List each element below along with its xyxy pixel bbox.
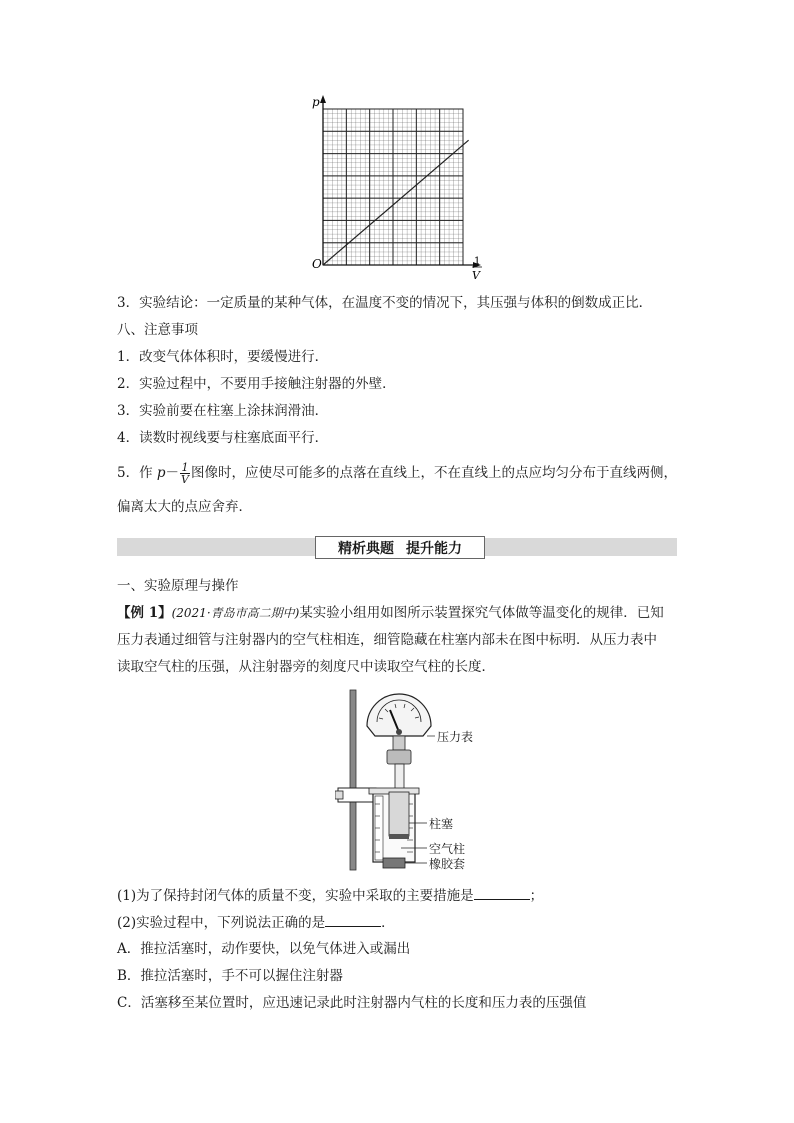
question-2 xyxy=(117,912,682,933)
question-2-text: (2)实验过程中，下列说法正确的是 xyxy=(117,915,326,931)
example-1-line3: 读取空气柱的压强，从注射器旁的刻度尺中读取空气柱的长度． xyxy=(117,659,495,675)
x-axis-label-numerator: 1 xyxy=(474,256,481,267)
example-tag: 【例 1】 xyxy=(117,605,172,621)
option-c: C．活塞移至某位置时，应迅速记录此时注射器内气柱的长度和压力表的压强值 xyxy=(117,995,587,1011)
note-item-5 xyxy=(117,462,682,485)
note-item-4: 4．读数时视线要与柱塞底面平行． xyxy=(117,430,329,446)
banner-title-left: 精析典题 xyxy=(338,540,394,557)
conclusion-text: 3．实验结论：一定质量的某种气体，在温度不变的情况下，其压强与体积的倒数成正比． xyxy=(117,295,653,311)
plunger-tip xyxy=(389,834,409,839)
y-axis-label: p xyxy=(312,95,320,109)
origin-label: O xyxy=(312,257,322,271)
question-1-end: ； xyxy=(529,888,544,904)
fraction-denominator: V xyxy=(181,473,189,486)
rubber-cap xyxy=(383,858,405,868)
note-item-5-p: p xyxy=(156,465,166,481)
option-a: A．推拉活塞时，动作要快，以免气体进入或漏出 xyxy=(117,941,411,957)
gauge-nut xyxy=(387,750,411,764)
label-plunger: 柱塞 xyxy=(429,817,454,831)
label-air-column: 空气柱 xyxy=(429,842,466,856)
stand-rod xyxy=(350,690,356,870)
banner-title-right: 提升能力 xyxy=(406,540,462,557)
question-2-end: ． xyxy=(381,915,395,931)
option-b: B．推拉活塞时，手不可以握住注射器 xyxy=(117,968,343,984)
fraction-numerator: 1 xyxy=(181,461,189,474)
answer-blank-1[interactable] xyxy=(474,885,530,900)
note-item-2: 2．实验过程中，不要用手接触注射器的外壁． xyxy=(117,376,396,392)
plunger xyxy=(389,792,409,836)
note-item-1: 1．改变气体体积时，要缓慢进行． xyxy=(117,349,329,365)
question-1 xyxy=(117,885,682,906)
p-inverse-v-graph xyxy=(305,92,490,287)
question-1-text: (1)为了保持封闭气体的质量不变，实验中采取的主要措施是 xyxy=(117,888,474,904)
note-item-5-rest: 图像时，应使尽可能多的点落在直线上，不在直线上的点应均匀分布于直线两侧， xyxy=(191,465,677,481)
label-pressure-gauge: 压力表 xyxy=(437,730,474,744)
note-item-5-fraction xyxy=(180,462,190,485)
gauge-pivot xyxy=(396,729,402,735)
example-1-line1 xyxy=(117,603,682,623)
part1-heading: 一、实验原理与操作 xyxy=(117,578,239,594)
x-axis-label-denominator: V xyxy=(472,269,480,282)
note-item-5-line2: 偏离太大的点应舍弃． xyxy=(117,499,252,515)
section-banner-title xyxy=(315,536,485,559)
example-1-text: 某实验小组用如图所示装置探究气体做等温变化的规律．已知 xyxy=(299,605,664,621)
note-item-5-dash: － xyxy=(165,465,180,481)
y-axis-arrow-icon xyxy=(320,95,326,103)
note-item-5-prefix: 5．作 xyxy=(117,465,157,481)
label-rubber-cap: 橡胶套 xyxy=(429,857,466,871)
notes-heading: 八、注意事项 xyxy=(117,322,198,338)
example-1-line2: 压力表通过细管与注射器内的空气柱相连，细管隐藏在柱塞内部未在图中标明．从压力表中 xyxy=(117,632,657,648)
gauge-stem xyxy=(393,736,405,750)
example-source: (2021·青岛市高二期中) xyxy=(171,606,300,620)
note-item-3: 3．实验前要在柱塞上涂抹润滑油． xyxy=(117,403,329,419)
answer-blank-2[interactable] xyxy=(325,912,381,927)
clamp-screw xyxy=(335,791,343,799)
